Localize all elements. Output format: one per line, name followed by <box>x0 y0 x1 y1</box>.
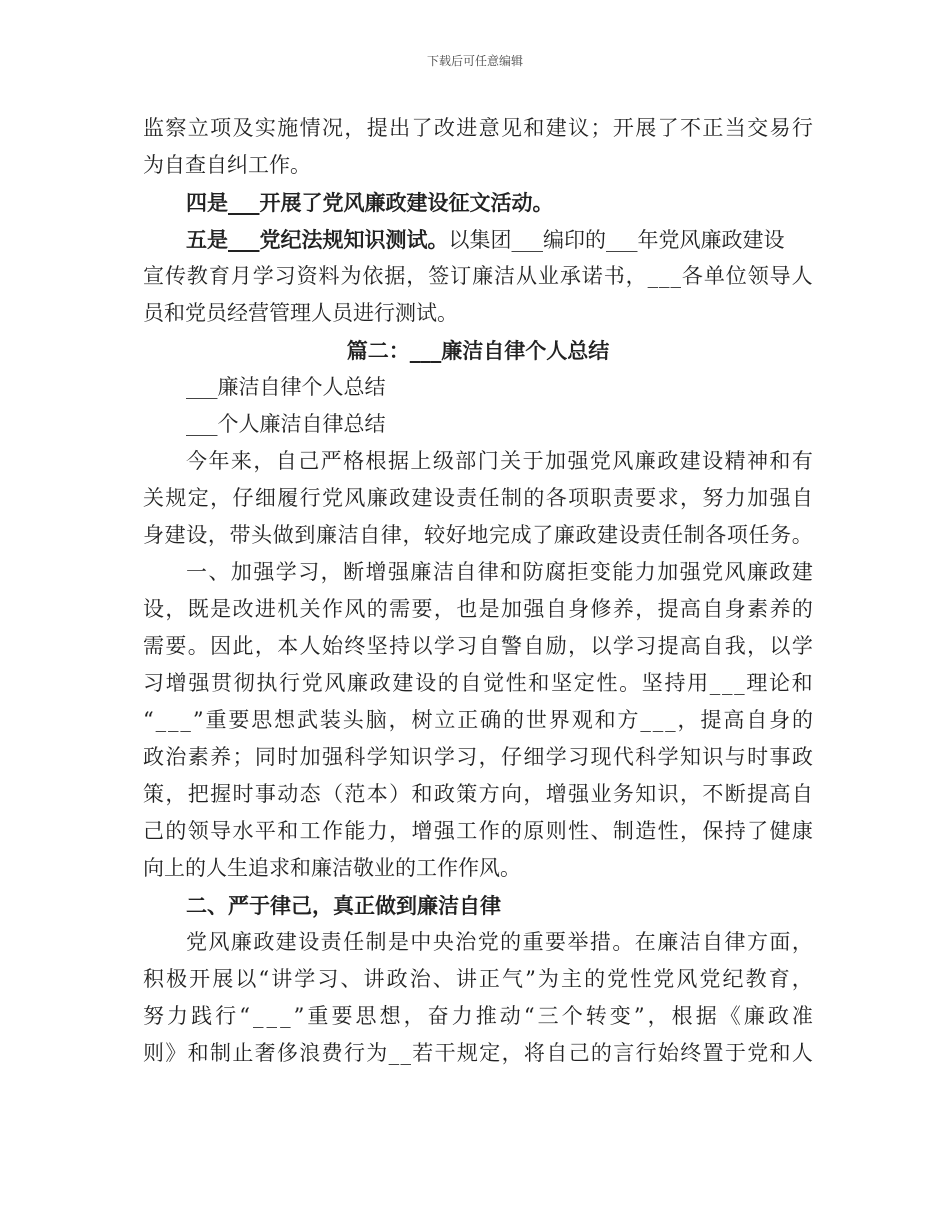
text-line: 监 察 立 项 及 实 施 情 况 ， 提 出 了 改 进 意 见 和 建 议 ； 开 展 了 不 正 当 交 易 行 <box>143 116 813 140</box>
text-line: 策 ， 把 握 时 事 动 态 （ 范 本 ） 和 政 策 方 向 ， 增 强 业 务 知 识 ， 不 断 提 高 自 <box>143 782 813 806</box>
text-line: ___个人廉洁自律总结 <box>186 412 386 436</box>
line-text: 以集团___编印的___年党风廉政建设 <box>448 228 785 252</box>
text-line: 政 治 素 养 ； 同 时 加 强 科 学 知 识 学 习 ， 仔 细 学 习 现 代 科 学 知 识 与 时 事 政 <box>143 745 813 769</box>
text-line: ___廉洁自律个人总结 <box>186 375 386 399</box>
text-line: 为自查自纠工作。 <box>143 153 311 177</box>
text-line: 习 增 强 贯 彻 执 行 党 风 廉 政 建 设 的 自 觉 性 和 坚 定 性 。 坚 持 用 _ _ _ 理 论 和 <box>143 671 813 695</box>
text-line: 需 要 。 因 此 ， 本 人 始 终 坚 持 以 学 习 自 警 自 励 ， 以 学 习 提 高 自 我 ， 以 学 <box>143 634 813 658</box>
text-line: 积 极 开 展 以 “ 讲 学 习 、 讲 政 治 、 讲 正 气 ” 为 主 的 党 性 党 风 党 纪 教 育 ， <box>143 967 813 991</box>
text-line: 己 的 领 导 水 平 和 工 作 能 力 ， 增 强 工 作 的 原 则 性 、 制 造 性 ， 保 持 了 健 康 <box>143 819 813 843</box>
section-heading: 二、严于律己，真正做到廉洁自律 <box>186 893 501 918</box>
text-line: 身 建 设 ， 带 头 做 到 廉 洁 自 律 ， 较 好 地 完 成 了 廉 政 建 设 责 任 制 各 项 任 务 。 <box>143 523 813 547</box>
bold-lead: 五是___党纪法规知识测试。 <box>186 227 449 252</box>
text-line: “ _ _ _ ” 重 要 思 想 武 装 头 脑 ， 树 立 正 确 的 世 界 观 和 方 _ _ _ ， 提 高 自 身 的 <box>143 708 813 732</box>
chapter-title: 篇二：___廉洁自律个人总结 <box>346 338 610 363</box>
text-line: 一 、 加 强 学 习 ， 断 增 强 廉 洁 自 律 和 防 腐 拒 变 能 力 加 强 党 风 廉 政 建 <box>186 560 813 584</box>
text-line: 向上的人生追求和廉洁敬业的工作作风。 <box>143 856 521 880</box>
text-line: 则 》 和 制 止 奢 侈 浪 费 行 为 _ _ 若 干 规 定 ， 将 自 己 的 言 行 始 终 置 于 党 和 人 <box>143 1041 813 1065</box>
text-line: 关 规 定 ， 仔 细 履 行 党 风 廉 政 建 设 责 任 制 的 各 项 职 责 要 求 ， 努 力 加 强 自 <box>143 486 813 510</box>
text-line: 党 风 廉 政 建 设 责 任 制 是 中 央 治 党 的 重 要 举 措 。 在 廉 洁 自 律 方 面 ， <box>186 930 813 954</box>
text-line: 宣 传 教 育 月 学 习 资 料 为 依 据 ， 签 订 廉 洁 从 业 承 诺 书 ， _ _ _ 各 单 位 领 导 人 <box>143 264 813 288</box>
page-header: 下载后可任意编辑 <box>426 54 523 68</box>
text-line: 设 ， 既 是 改 进 机 关 作 风 的 需 要 ， 也 是 加 强 自 身 修 养 ， 提 高 自 身 素 养 的 <box>143 597 813 621</box>
text-line <box>143 221 813 258</box>
text-line: 努 力 践 行 “ _ _ _ ” 重 要 思 想 ， 奋 力 推 动 “ 三 个 转 变 ” ， 根 据 《 廉 政 准 <box>143 1004 813 1028</box>
text-line: 今 年 来 ， 自 己 严 格 根 据 上 级 部 门 关 于 加 强 党 风 廉 政 建 设 精 神 和 有 <box>186 449 813 473</box>
section-heading: 四是___开展了党风廉政建设征文活动。 <box>186 190 554 215</box>
text-line: 员和党员经营管理人员进行测试。 <box>143 301 458 325</box>
document-body <box>143 110 813 1072</box>
